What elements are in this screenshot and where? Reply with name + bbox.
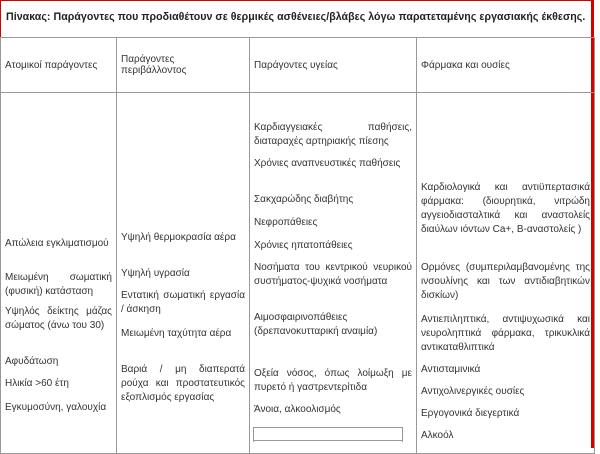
table-header-row <box>1 38 595 93</box>
list-item: Ορμόνες (συμπεριλαμβανομένης της ινσουλίνης και των αντιδιαβητικών δισκίων) <box>421 262 590 301</box>
cell-individual-factors <box>1 93 117 454</box>
table-caption: Πίνακας: Παράγοντες που προδιαθέτουν σε θερμικές ασθένειες/βλάβες λόγω παρατεταμένης εργασιακής έκθεσης. <box>6 11 586 23</box>
list-item: Καρδιολογικά και αντιϋπερτασικά φάρμακα: (διουρητικά, νιτρώδη αγγειοδιασταλτικά και αναστολείς διαύλων ιόντων Ca+, Β-αναστολείς ) <box>421 182 590 235</box>
list-item: Αντιεπιληπτικά, αντιψυχωσικά και νευροληπτικά φάρμακα, τρικυκλικά αντικαταθλιπτικά <box>421 314 590 353</box>
factors-table <box>0 37 595 454</box>
list-item: Αφυδάτωση <box>5 356 59 367</box>
list-item: Σακχαρώδης διαβήτης <box>254 194 354 205</box>
list-item: Αιμοσφαιρινοπάθειες (δρεπανοκυτταρική αναιμία) <box>254 312 378 337</box>
list-item: Υψηλή υγρασία <box>121 268 190 279</box>
column-header-individual: Ατομικοί παράγοντες <box>1 38 117 93</box>
list-item: Εργογονικά διεγερτικά <box>421 408 520 419</box>
list-item: Καρδιαγγειακές παθήσεις, διαταραχές αρτηριακής πίεσης <box>254 122 412 147</box>
list-item: Άνοια, αλκοολισμός <box>254 404 341 415</box>
list-item: Νεφροπάθειες <box>254 217 318 228</box>
cell-drugs-substances <box>417 93 595 454</box>
cell-environment-factors <box>117 93 250 454</box>
list-item: Αλκοόλ <box>421 430 454 441</box>
column-header-health: Παράγοντες υγείας <box>250 38 417 93</box>
column-header-drugs: Φάρμακα και ουσίες <box>417 38 595 93</box>
list-item: Υψηλός δείκτης μάζας σώματος (άνω του 30) <box>5 306 112 331</box>
list-item: Χρόνιες ηπατοπάθειες <box>254 240 353 251</box>
list-item: Οξεία νόσος, όπως λοίμωξη με πυρετό ή γαστρεντερίτιδα <box>254 368 412 393</box>
list-item: Εντατική σωματική εργασία / άσκηση <box>121 290 245 315</box>
list-item: Αντιχολινεργικές ουσίες <box>421 386 525 397</box>
list-item: Βαριά / μη διαπερατά ρούχα και προστατευτικός εξοπλισμός εργασίας <box>121 364 245 403</box>
list-item: Αντισταμινικά <box>421 364 481 375</box>
list-item: Ηλικία >60 έτη <box>5 378 69 389</box>
list-item: Απώλεια εγκλιματισμού <box>5 238 109 249</box>
column-header-environment: Παράγοντες περιβάλλοντος <box>117 38 250 93</box>
list-item: Εγκυμοσύνη, γαλουχία <box>5 402 107 413</box>
table-body-row <box>1 93 595 454</box>
list-item: Χρόνιες αναπνευστικές παθήσεις <box>254 158 401 169</box>
divider <box>253 440 403 441</box>
list-item: Νοσήματα του κεντρικού νευρικού συστήματος-ψυχικά νοσήματα <box>254 262 412 287</box>
list-item: Μειωμένη ταχύτητα αέρα <box>121 328 232 339</box>
list-item: Υψηλή θερμοκρασία αέρα <box>121 232 236 243</box>
cell-health-factors <box>250 93 417 454</box>
list-item: Μειωμένη σωματική (φυσική) κατάσταση <box>5 272 112 297</box>
